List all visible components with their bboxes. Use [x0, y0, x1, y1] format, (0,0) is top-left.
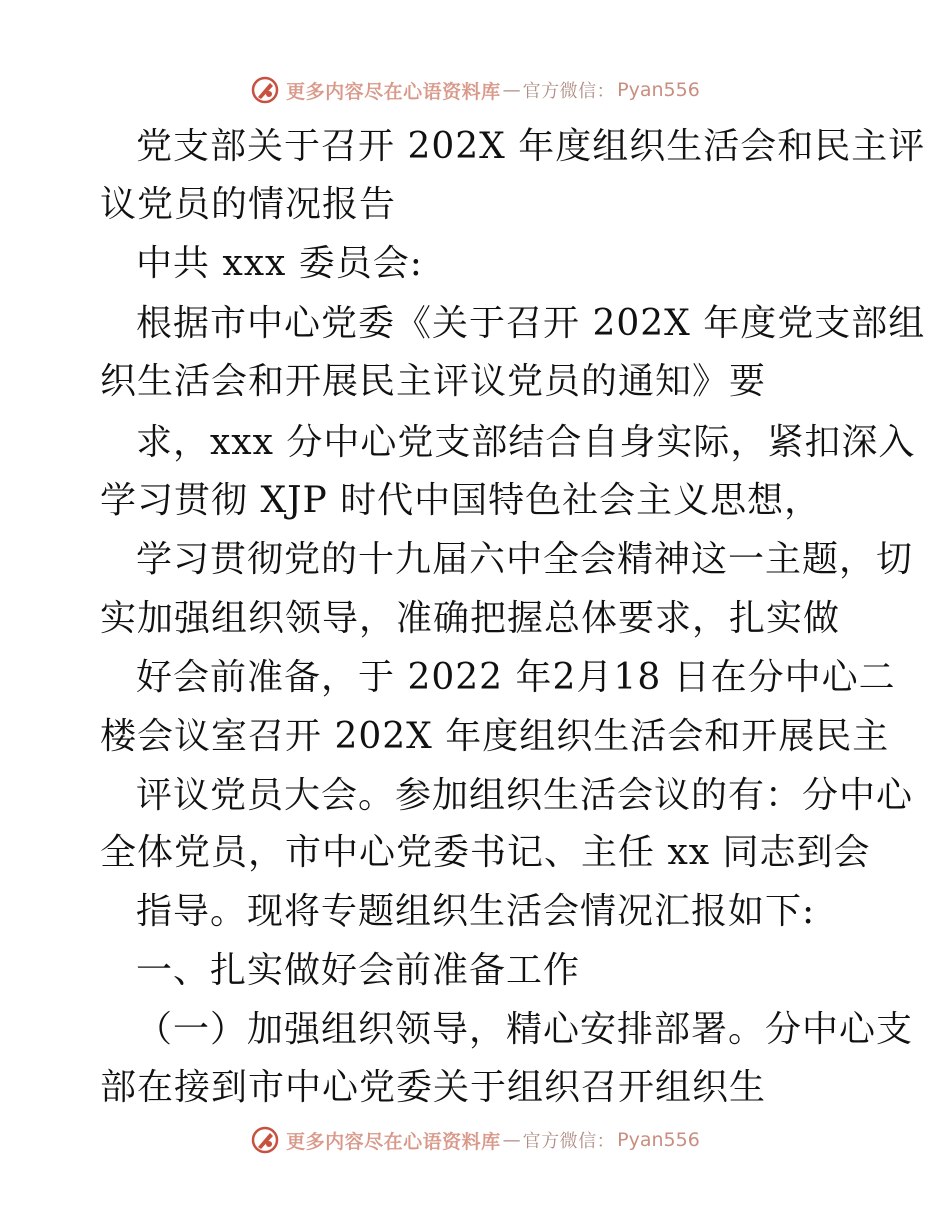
watermark-sub-text: 官方微信： [522, 81, 616, 102]
body-line: 求，xxx 分中心党支部结合自身实际，紧扣深入 [136, 422, 916, 463]
section-heading: 一、扎实做好会前准备工作 [136, 950, 581, 991]
watermark-sub-text: 官方微信： [522, 1131, 616, 1152]
body-line: 部在接到市中心党委关于组织召开组织生 [100, 1067, 767, 1108]
watermark-main-text: 更多内容尽在心语资料库 [286, 1130, 501, 1153]
body-line: 指导。现将专题组织生活会情况汇报如下: [136, 891, 816, 932]
watermark-separator: — [502, 1129, 521, 1151]
body-line: 全体党员，市中心党委书记、主任 xx 同志到会 [100, 832, 871, 873]
watermark-footer [0, 1120, 950, 1160]
watermark-header [0, 70, 950, 110]
quill-seal-icon [250, 1125, 280, 1155]
body-line: 学习贯彻党的十九届六中全会精神这一主题，切 [136, 539, 914, 580]
watermark-separator: — [502, 79, 521, 101]
title-line-1: 党支部关于召开 202X 年度组织生活会和民主评 [136, 126, 926, 167]
subsection-heading-line: （一）加强组织领导，精心安排部署。分中心支 [136, 1009, 914, 1050]
body-line: 楼会议室召开 202X 年度组织生活会和开展民主 [100, 716, 890, 757]
quill-seal-icon [250, 75, 280, 105]
body-line: 织生活会和开展民主评议党员的通知》要 [100, 361, 767, 402]
body-line: 实加强组织领导，准确把握总体要求，扎实做 [100, 598, 841, 639]
addressee-line: 中共 xxx 委员会: [136, 243, 423, 284]
watermark-main-text: 更多内容尽在心语资料库 [286, 80, 501, 103]
body-line: 学习贯彻 XJP 时代中国特色社会主义思想， [100, 480, 822, 521]
watermark-wechat-id: Pyan556 [617, 79, 700, 101]
body-line: 评议党员大会。参加组织生活会议的有：分中心 [136, 775, 914, 816]
watermark-wechat-id: Pyan556 [617, 1129, 700, 1151]
body-line: 根据市中心党委《关于召开 202X 年度党支部组 [136, 303, 926, 344]
title-line-2: 议党员的情况报告 [100, 184, 397, 225]
body-line: 好会前准备，于 2022 年2月18 日在分中心二 [136, 657, 896, 698]
